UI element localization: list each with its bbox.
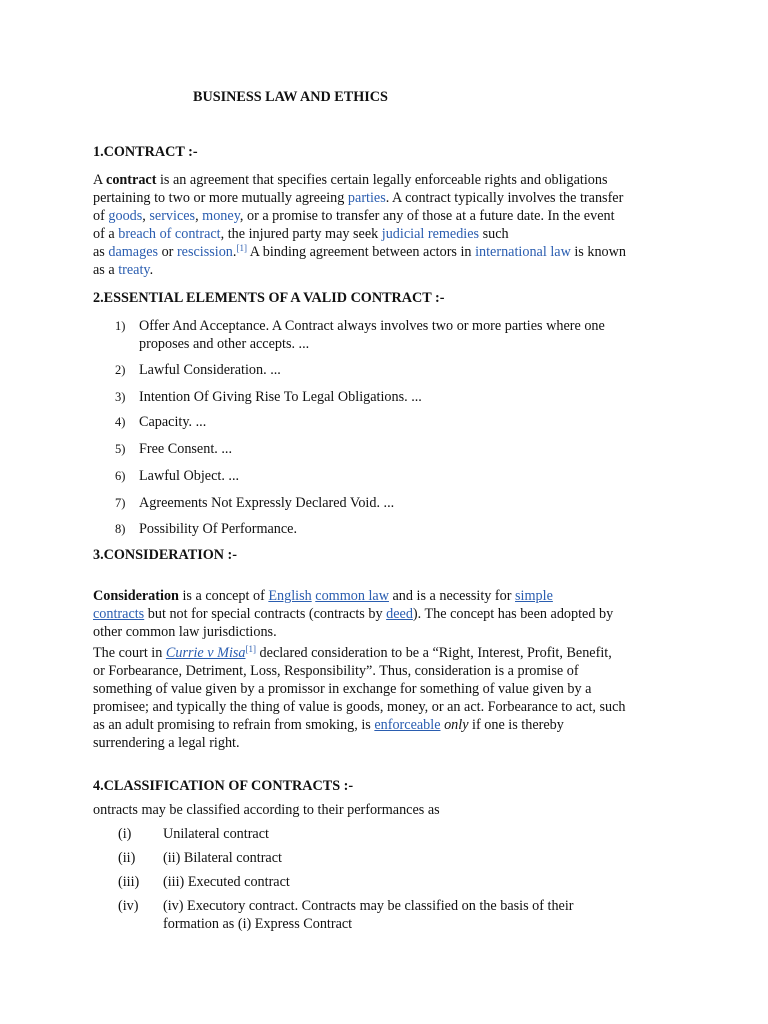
- text: but not for special contracts (contracts by: [144, 606, 387, 622]
- list-item-text: Lawful Consideration. ...: [139, 362, 281, 378]
- text: ,: [195, 208, 203, 224]
- link-simple-contracts[interactable]: contracts: [93, 606, 145, 622]
- link-common-law[interactable]: common law: [315, 588, 389, 604]
- text: as: [93, 244, 109, 260]
- list-item-text: (iii) Executed contract: [163, 874, 290, 890]
- list-number: (iii): [118, 874, 140, 890]
- text-line: formation as (i) Express Contract: [163, 916, 353, 932]
- link-money[interactable]: money: [202, 208, 240, 224]
- text: ,: [142, 208, 150, 224]
- section-3-heading: 3.CONSIDERATION :-: [93, 547, 237, 563]
- consideration-paragraph-1: [93, 587, 683, 641]
- link-simple-contracts[interactable]: simple: [515, 588, 553, 604]
- link-services[interactable]: services: [149, 208, 196, 224]
- text: , or a promise to transfer any of those at a future date. In the event: [239, 208, 615, 224]
- text-line: proposes and other accepts. ...: [139, 336, 310, 352]
- consideration-paragraph-2: [93, 644, 683, 752]
- list-number: 4): [115, 415, 126, 429]
- term-consideration: Consideration: [93, 588, 179, 604]
- link-damages[interactable]: damages: [108, 244, 159, 260]
- text-line: surrendering a legal right.: [93, 735, 240, 751]
- list-item-text: [139, 317, 669, 353]
- text-line: other common law jurisdictions.: [93, 624, 277, 640]
- text: as an adult promising to refrain from smoking, is: [93, 717, 375, 733]
- list-number: (iv): [118, 898, 139, 914]
- list-number: 2): [115, 363, 126, 377]
- list-item-text: Free Consent. ...: [139, 441, 232, 457]
- text: if one is thereby: [468, 717, 564, 733]
- link-international-law[interactable]: international law: [475, 244, 571, 260]
- text-line: (iv) Executory contract. Contracts may be classified on the basis of their: [163, 898, 574, 914]
- citation-link[interactable]: [1]: [236, 243, 247, 253]
- text: , the injured party may seek: [220, 226, 382, 242]
- list-item-text: [163, 897, 673, 933]
- list-item-text: Lawful Object. ...: [139, 468, 240, 484]
- list-number: 3): [115, 390, 126, 404]
- citation-link[interactable]: [1]: [245, 644, 256, 654]
- list-number: 1): [115, 319, 126, 333]
- term-contract: contract: [106, 172, 157, 188]
- text: of a: [93, 226, 119, 242]
- text: .: [149, 262, 154, 278]
- text: ). The concept has been adopted by: [412, 606, 614, 622]
- text: such: [479, 226, 509, 242]
- text: A binding agreement between actors in: [246, 244, 476, 260]
- text: A: [93, 172, 107, 188]
- contract-paragraph: [93, 171, 683, 279]
- list-item-text: Unilateral contract: [163, 826, 269, 842]
- text: is a concept of: [178, 588, 269, 604]
- list-number: 6): [115, 469, 126, 483]
- list-item-text: Agreements Not Expressly Declared Void. ...: [139, 495, 395, 511]
- text-line: promisee; and typically the thing of value is goods, money, or an act. Forbearance to act, such: [93, 699, 626, 715]
- text: is an agreement that specifies certain legally enforceable rights and obligations: [156, 172, 608, 188]
- link-english[interactable]: English: [268, 588, 312, 604]
- section-2-heading: 2.ESSENTIAL ELEMENTS OF A VALID CONTRACT :-: [93, 290, 445, 306]
- list-number: (i): [118, 826, 132, 842]
- text-line: or Forbearance, Detriment, Loss, Responsibility”. Thus, consideration is a promise of: [93, 663, 579, 679]
- link-deed[interactable]: deed: [386, 606, 413, 622]
- link-enforceable[interactable]: enforceable: [374, 717, 441, 733]
- list-number: 5): [115, 442, 126, 456]
- link-currie-v-misa[interactable]: Currie v Misa: [165, 645, 246, 661]
- text: . A contract typically involves the transfer: [385, 190, 624, 206]
- list-item-text: Possibility Of Performance.: [139, 521, 298, 537]
- link-parties[interactable]: parties: [347, 190, 386, 206]
- link-rescission[interactable]: rescission: [176, 244, 233, 260]
- emphasis-only: only: [444, 717, 469, 733]
- section-1-heading: 1.CONTRACT :-: [93, 144, 198, 160]
- list-number: 8): [115, 522, 126, 536]
- list-item-text: Intention Of Giving Rise To Legal Obligations. ...: [139, 389, 422, 405]
- link-judicial-remedies[interactable]: judicial remedies: [381, 226, 480, 242]
- list-item-text: (ii) Bilateral contract: [163, 850, 282, 866]
- section-4-heading: 4.CLASSIFICATION OF CONTRACTS :-: [93, 778, 354, 794]
- text: .: [232, 244, 237, 260]
- text: of: [93, 208, 109, 224]
- text: as a: [93, 262, 119, 278]
- list-number: 7): [115, 496, 126, 510]
- text: and is a necessity for: [388, 588, 516, 604]
- text-line: something of value given by a promissor in exchange for something of value given by a: [93, 681, 592, 697]
- text: or: [158, 244, 177, 260]
- list-item-text: Capacity. ...: [139, 414, 207, 430]
- link-breach-of-contract[interactable]: breach of contract: [118, 226, 221, 242]
- classification-intro: ontracts may be classified according to their performances as: [93, 802, 440, 818]
- text: is known: [570, 244, 626, 260]
- document-title: BUSINESS LAW AND ETHICS: [193, 89, 388, 105]
- text-line: Offer And Acceptance. A Contract always involves two or more parties where one: [139, 318, 605, 334]
- link-treaty[interactable]: treaty: [118, 262, 150, 278]
- list-number: (ii): [118, 850, 136, 866]
- text: The court in: [93, 645, 166, 661]
- text: declared consideration to be a “Right, Interest, Profit, Benefit,: [256, 645, 612, 661]
- text: pertaining to two or more mutually agreeing: [93, 190, 348, 206]
- link-goods[interactable]: goods: [108, 208, 143, 224]
